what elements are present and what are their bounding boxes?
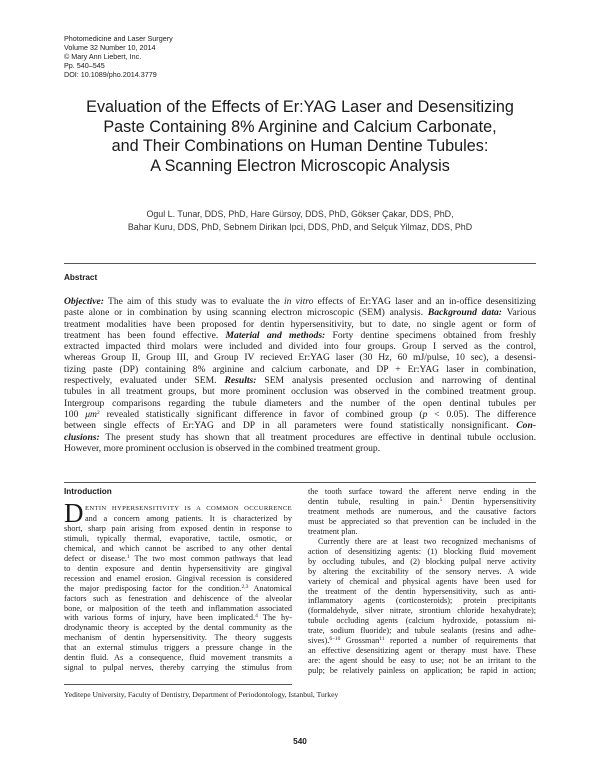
text-line: bone, or malposition of the teeth and inflammation associated [64, 603, 292, 613]
text-line: the tooth surface toward the afferent nerve ending in the [308, 487, 536, 496]
text-line: by altering the excitability of the sensory nerves. A wide [308, 566, 536, 576]
text-line: mechanism of dentin hypersensitivity. The theory suggests [64, 633, 292, 643]
abstract-line: Objective: The aim of this study was to evaluate the in vitro effects of Er:YAG laser and an in-office desensitizing [64, 296, 536, 307]
text-line: drodynamic theory is accepted by the dental community as the [64, 623, 292, 633]
text-line: the major predisposing factor for the condition.$^{2,3}$ Anatomical [64, 583, 292, 593]
title-line: Evaluation of the Effects of Er:YAG Laser and Desensitizing [86, 98, 514, 116]
text-line: must be appreciated so that prevention can be included in the [308, 516, 536, 526]
objective-label: Objective: [64, 296, 104, 307]
author-list [60, 208, 540, 234]
abstract-bottom-rule [64, 482, 536, 483]
abstract-line: Intergroup comparisons regarding the tubule diameters and the number of the open dentinal tubules per [64, 397, 536, 409]
introduction-heading: Introduction [64, 487, 112, 496]
text-line: sives).$^{6-10}$ Grossman$^{11}$ reported a number of requirements that [308, 636, 536, 646]
body-column-right [308, 487, 536, 676]
text-line: recession and enamel erosion. Gingival recession is considered [64, 573, 292, 583]
abstract-line: clusions: The present study has shown that all treatment procedures are effective in dentinal tubule occlusion. [64, 431, 536, 443]
text-line: and a concern among patients. It is characterized by [85, 513, 292, 523]
abstract-line: respectively, evaluated under SEM. Results: SEM analysis presented occlusion and narrowing of dentinal [64, 375, 536, 387]
abstract-line: extracted impacted third molars were included and divided into four groups. Group I served as the control, [64, 341, 536, 353]
text-line: stimuli, typically thermal, evaporative, tactile, osmotic, or [64, 533, 292, 543]
title-line: and Their Combinations on Human Dentine Tubules: [111, 137, 489, 155]
abstract-line: paste alone or in combination by using scanning electron microscopic (SEM) analysis. Background data: Various [64, 307, 536, 319]
results-label: Results: [216, 375, 257, 387]
text-line: an effective desensitizing agent or therapy must have. These [308, 646, 536, 656]
abstract-line: tubules in all treatment groups, but more prominent occlusion was observed in the combined treatment group. [64, 386, 536, 398]
title-line: Paste Containing 8% Arginine and Calcium Carbonate, [103, 117, 497, 136]
journal-volume: Volume 32 Number 10, 2014 [64, 43, 156, 52]
drop-cap: D [64, 498, 84, 528]
text-line: short, sharp pain arising from exposed dentin in response to [64, 523, 292, 533]
abstract-line: treatment has been found effective. Material and methods: Forty dentine specimens obtained from freshly [64, 329, 536, 341]
text-line: with various forms of injury, have been implicated.$^4$ The hy- [64, 613, 292, 623]
doi: DOI: 10.1089/pho.2014.3779 [64, 70, 157, 79]
text-line: variety of chemical and physical agents have been used for [308, 576, 536, 586]
abstract-line: However, more prominent occlusion is observed in the combined treatment group. [64, 442, 381, 454]
abstract-line: whereas Group II, Group III, and Group IV recieved Er:YAG laser (30 Hz, 60 mJ/pulse, 10 sec), a desensi- [64, 352, 536, 364]
text-line: treatment plan. [308, 526, 358, 536]
text-line: pulp; be relatively painless on application; be rapid in action; [308, 666, 536, 676]
article-title [40, 98, 560, 176]
abstract-heading: Abstract [64, 273, 98, 282]
text-line: factors such as fenestration and dehiscence of the alveolar [64, 593, 292, 603]
footnote-rule [64, 684, 292, 685]
journal-metadata [64, 34, 173, 79]
text-line: trate, sodium fluoride); and tubule sealants (resins and adhe- [308, 626, 536, 636]
text-line: ENTIN HYPERSENSITIVITY IS A COMMON OCCURRENCE [85, 505, 292, 512]
methods-label: Material and methods: [218, 329, 326, 341]
text-line: Currently there are at least two recognized mechanisms of [318, 536, 536, 546]
author-line: Ogul L. Tunar, DDS, PhD, Hare Gürsoy, DDS, PhD, Gökser Çakar, DDS, PhD, [146, 209, 454, 219]
abstract-line: treatment modalities have been proposed for dentin hypersensitivity, but to date, no single agent or form of [64, 318, 536, 330]
text-line: dentin fluid. As a consequence, fluid movement transmits a [64, 653, 292, 663]
text-line: signal to pulpal nerves, thereby carrying the stimulus from [64, 663, 292, 673]
text-line: to dentin exposure and dentin hypersensitivity are gingival [64, 563, 292, 573]
background-label: Background data: [422, 307, 502, 319]
text-line: dentin tubule, resulting in pain.$^5$ Dentin hypersensitivity [308, 496, 536, 506]
conclusions-label: Con- [508, 420, 536, 432]
author-line: Bahar Kuru, DDS, PhD, Sebnem Dirikan Ipci, DDS, PhD, and Selçuk Yilmaz, DDS, PhD [127, 222, 473, 232]
page-number: 540 [293, 737, 307, 746]
abstract-line: tizing paste (DP) containing 8% arginine and calcium carbonate, and DP + Er:YAG laser in combination, [64, 363, 536, 375]
text-line: inflammatory agents (corticosteroids); protein precipitants [308, 596, 536, 606]
text-line: by occluding tubules, and (2) blocking pulpal nerve activity [308, 556, 536, 566]
text-line: are: the agent should be easy to use; not be an irritant to the [308, 656, 536, 666]
text-line: chemical, and which cannot be ascribed to any other dental [64, 543, 292, 553]
journal-name: Photomedicine and Laser Surgery [64, 34, 173, 43]
title-line: A Scanning Electron Microscopic Analysis [150, 156, 450, 175]
text-line: treatment methods are numerous, and the causative factors [308, 506, 536, 516]
text-line: that an external stimulus triggers a pressure change in the [64, 643, 292, 653]
abstract-top-rule [64, 263, 536, 264]
affiliation-footnote: Yeditepe University, Faculty of Dentistry, Department of Periodontology, Istanbul, Turkey [64, 690, 339, 699]
text-line: action of desensitizing agents: (1) blocking fluid movement [308, 546, 536, 556]
text-line: (formaldehyde, silver nitrate, strontium chloride hexahydrate); [308, 606, 536, 616]
body-column-left [64, 498, 292, 673]
abstract-line: between single effects of Er:YAG and DP in all parameters were found statistically nonsignificant. Con- [64, 420, 536, 432]
text-line: tubule occluding agents (calcium hydroxide, potassium ni- [308, 616, 536, 626]
text-line: the treatment of the dentin hypersensitivity, such as anti- [308, 586, 536, 596]
abstract-body [64, 296, 536, 454]
abstract-line: 100 $\mu m^2$ revealed statistically significant difference in favor of combined group (p < 0.05). The difference [64, 408, 536, 420]
page-range: Pp. 540–545 [64, 61, 105, 70]
copyright: © Mary Ann Liebert, Inc. [64, 52, 142, 61]
text-line: defect or disease.$^1$ The two most common pathways that lead [64, 553, 292, 563]
